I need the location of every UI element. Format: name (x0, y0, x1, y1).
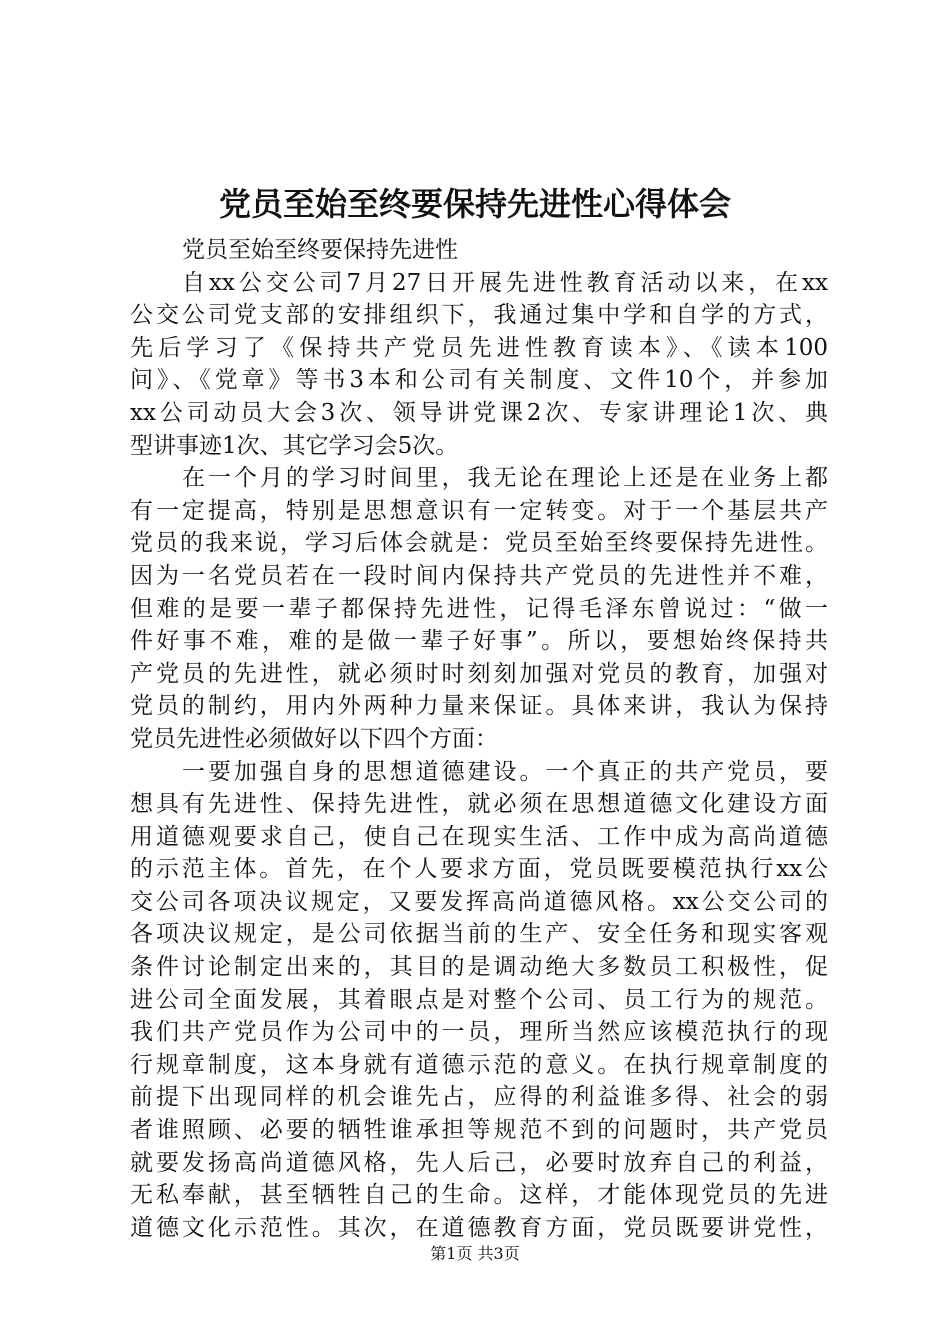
paragraph-line: 有一定提高，特别是思想意识有一定转变。对于一个基层共产 (130, 497, 828, 524)
paragraph-line: 者谁照顾、必要的牺牲谁承担等规范不到的问题时，共产党员 (130, 1117, 828, 1144)
paragraph-line: 就要发扬高尚道德风格，先人后己，必要时放弃自己的利益， (130, 1149, 828, 1176)
paragraph-line: 行规章制度，这本身就有道德示范的意义。在执行规章制度的 (130, 1051, 828, 1078)
paragraph-line: 件好事不难，难的是做一辈子好事”。所以，要想始终保持共 (130, 628, 828, 655)
paragraph-line: 但难的是要一辈子都保持先进性，记得毛泽东曾说过：“做一 (130, 595, 828, 622)
paragraph-line: 自xx公交公司7月27日开展先进性教育活动以来，在xx (182, 269, 828, 296)
paragraph-line: 条件讨论制定出来的，其目的是调动绝大多数员工积极性，促 (130, 954, 828, 981)
paragraph-line: 因为一名党员若在一段时间内保持共产党员的先进性并不难， (130, 562, 828, 589)
paragraph-line: 党员的我来说，学习后体会就是：党员至始至终要保持先进性。 (130, 530, 828, 557)
paragraph-line: 想具有先进性、保持先进性，就必须在思想道德文化建设方面 (130, 791, 828, 818)
paragraph-line: 型讲事迹1次、其它学习会5次。 (130, 432, 459, 459)
paragraph-line: 先后学习了《保持共产党员先进性教育读本》、《读本100 (130, 334, 828, 361)
paragraph-line: 前提下出现同样的机会谁先占，应得的利益谁多得、社会的弱 (130, 1084, 828, 1111)
paragraph-line: 公交公司党支部的安排组织下，我通过集中学和自学的方式， (130, 302, 828, 329)
paragraph-line: 进公司全面发展，其着眼点是对整个公司、员工行为的规范。 (130, 986, 828, 1013)
paragraph-line: 的示范主体。首先，在个人要求方面，党员既要模范执行xx公 (130, 856, 828, 883)
paragraph-line: xx公司动员大会3次、领导讲党课2次、专家讲理论1次、典 (130, 399, 828, 426)
paragraph-line: 问》、《党章》等书3本和公司有关制度、文件10个，并参加 (130, 367, 828, 394)
paragraph-line: 我们共产党员作为公司中的一员，理所当然应该模范执行的现 (130, 1019, 828, 1046)
paragraph-line: 各项决议规定，是公司依据当前的生产、安全任务和现实客观 (130, 921, 828, 948)
paragraph-line: 无私奉献，甚至牺牲自己的生命。这样，才能体现党员的先进 (130, 1182, 828, 1209)
paragraph-line: 一要加强自身的思想道德建设。一个真正的共产党员，要 (182, 758, 828, 785)
subtitle-line: 党员至始至终要保持先进性 (182, 237, 458, 263)
paragraph-line: 用道德观要求自己，使自己在现实生活、工作中成为高尚道德 (130, 823, 828, 850)
document-title: 党员至始至终要保持先进性心得体会 (218, 185, 731, 223)
paragraph-line: 党员的制约，用内外两种力量来保证。具体来讲，我认为保持 (130, 693, 828, 720)
paragraph-line: 产党员的先进性，就必须时时刻刻加强对党员的教育，加强对 (130, 660, 828, 687)
page-number-footer: 第1页 共3页 (430, 1244, 520, 1263)
paragraph-line: 在一个月的学习时间里，我无论在理论上还是在业务上都 (182, 465, 828, 492)
paragraph-line: 交公司各项决议规定，又要发挥高尚道德风格。xx公交公司的 (130, 888, 828, 915)
document-body (130, 234, 828, 1244)
paragraph-line: 党员先进性必须做好以下四个方面： (130, 725, 498, 752)
paragraph-line: 道德文化示范性。其次，在道德教育方面，党员既要讲党性， (130, 1214, 828, 1241)
